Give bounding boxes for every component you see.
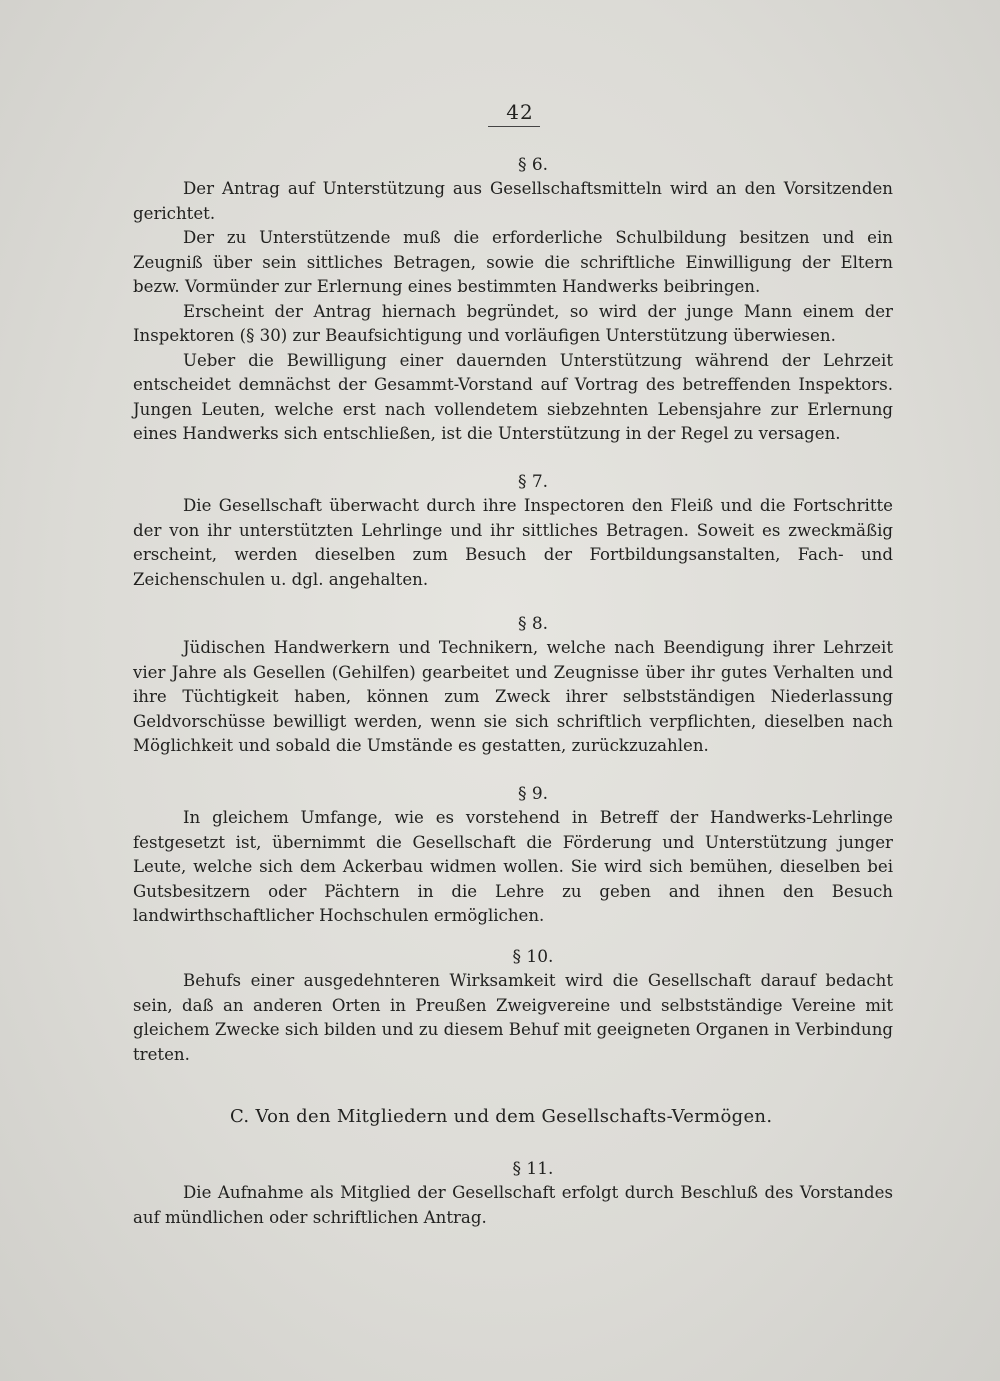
section-heading: § 6. bbox=[517, 155, 549, 175]
section-9 bbox=[133, 782, 893, 929]
paragraph: Behufs einer ausgedehnteren Wirksamkeit wird die Gesellschaft darauf bedacht sein, daß an anderen Orten in Preußen Zweigvereine und selbstständige Vereine mit gleichem Zwecke sich bilden und zu diesem Behuf mit geeigneten Organen in Verbindung treten. bbox=[133, 971, 893, 1064]
section-7 bbox=[133, 470, 893, 592]
section-8 bbox=[133, 612, 893, 759]
section-heading: § 10. bbox=[512, 947, 554, 967]
paragraph: Der zu Unterstützende muß die erforderliche Schulbildung besitzen und ein Zeugniß über sein sittliches Betragen, sowie die schriftliche Einwilligung der Eltern bezw. Vormünder zur Erlernung eines bestimmten Handwerks beibringen. bbox=[133, 228, 893, 296]
section-heading: § 8. bbox=[517, 614, 549, 634]
section-c-title: C. Von den Mitgliedern und dem Gesellschafts-Vermögen. bbox=[230, 1106, 773, 1127]
section-heading: § 11. bbox=[512, 1159, 554, 1179]
paragraph: In gleichem Umfange, wie es vorstehend in Betreff der Handwerks-Lehrlinge festgesetzt ist, übernimmt die Gesellschaft die Förderung und Unterstützung junger Leute, welche sich dem Ackerbau widmen wollen. Sie wird sich bemühen, dieselben bei Gutsbesitzern oder Pächtern in die Lehre zu geben and ihnen den Besuch landwirthschaftlicher Hochschulen ermöglichen. bbox=[133, 808, 893, 925]
page-number-rule bbox=[488, 126, 540, 127]
section-heading: § 7. bbox=[517, 472, 549, 492]
paragraph: Der Antrag auf Unterstützung aus Gesellschaftsmitteln wird an den Vorsitzenden gerichtet. bbox=[133, 179, 893, 223]
paragraph: Erscheint der Antrag hiernach begründet, so wird der junge Mann einem der Inspektoren (§ 30) zur Beaufsichtigung und vorläufigen Unterstützung überwiesen. bbox=[133, 301, 893, 345]
page-number: 42 bbox=[506, 100, 534, 124]
paragraph: Ueber die Bewilligung einer dauernden Unterstützung während der Lehrzeit entscheidet demnächst der Gesammt-Vorstand auf Vortrag des betreffenden Inspektors. Jungen Leuten, welche erst nach vollendetem siebzehnten Lebensjahre zur Erlernung eines Handwerks sich entschließen, ist die Unterstützung in der Regel zu versagen. bbox=[133, 350, 893, 443]
paragraph: Die Gesellschaft überwacht durch ihre Inspectoren den Fleiß und die Fortschritte der von ihr unterstützten Lehrlinge und ihr sittliches Betragen. Soweit es zweckmäßig erscheint, werden dieselben zum Besuch der Fortbildungsanstalten, Fach- und Zeichenschulen u. dgl. angehalten. bbox=[133, 496, 893, 589]
section-11 bbox=[133, 1157, 893, 1230]
paragraph: Jüdischen Handwerkern und Technikern, welche nach Beendigung ihrer Lehrzeit vier Jahre als Gesellen (Gehilfen) gearbeitet und Zeugnisse über ihr gutes Verhalten und ihre Tüchtigkeit haben, können zum Zweck ihrer selbstständigen Niederlassung Geldvorschüsse bewilligt werden, wenn sie sich schriftlich verpflichten, dieselben nach Möglichkeit und sobald die Umstände es gestatten, zurückzuzahlen. bbox=[133, 638, 893, 755]
paragraph: Die Aufnahme als Mitglied der Gesellschaft erfolgt durch Beschluß des Vorstandes auf mündlichen oder schriftlichen Antrag. bbox=[133, 1183, 893, 1227]
section-10 bbox=[133, 945, 893, 1067]
section-heading: § 9. bbox=[517, 784, 549, 804]
section-6 bbox=[133, 153, 893, 447]
